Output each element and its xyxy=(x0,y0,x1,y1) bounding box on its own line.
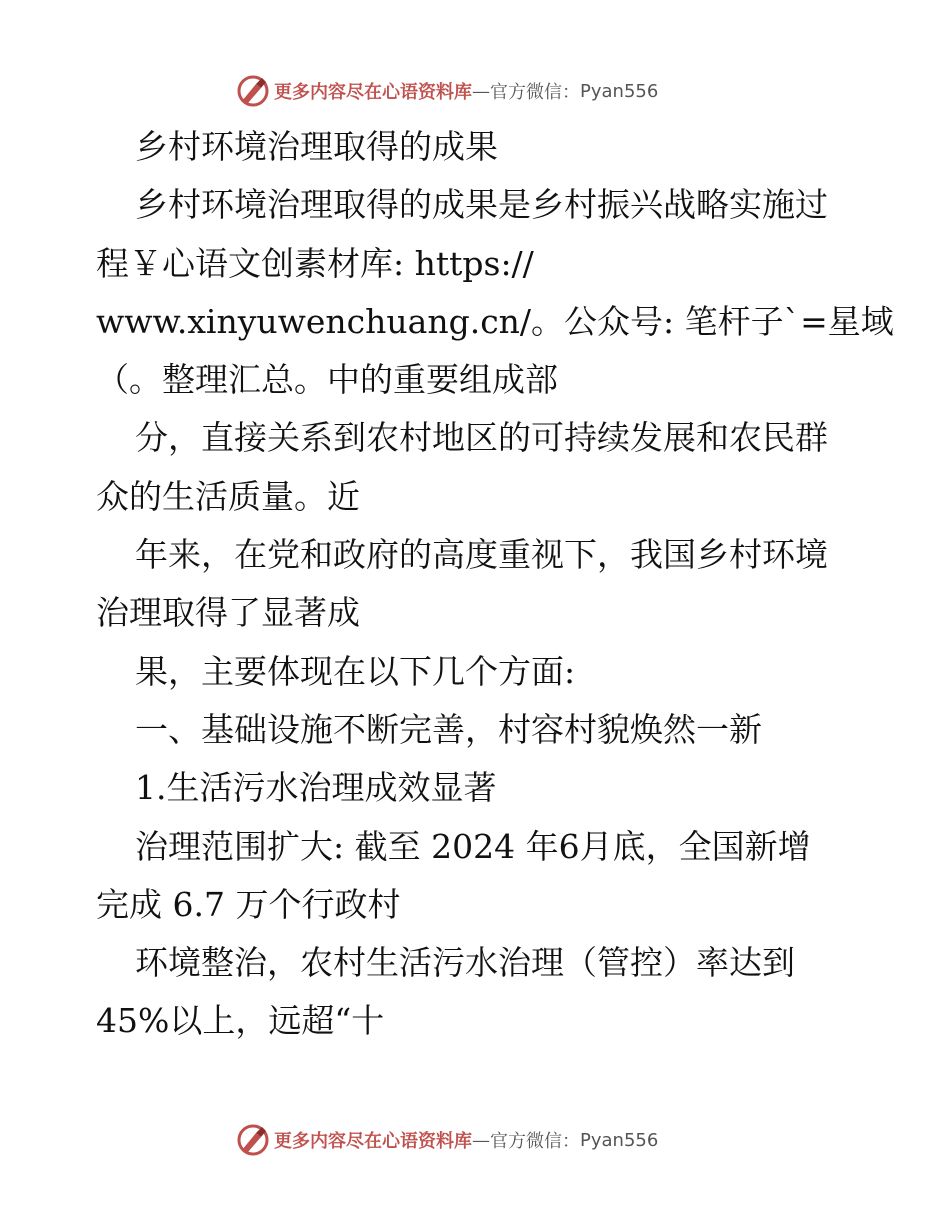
paragraph-line: （。整理汇总。中的重要组成部 xyxy=(96,360,558,400)
banner-brand-text: 更多内容尽在心语资料库 xyxy=(274,82,472,103)
paragraph-line: 治理范围扩大: 截至 2024 年6月底，全国新增 xyxy=(135,826,811,866)
document-title: 乡村环境治理取得的成果 xyxy=(135,127,498,166)
paragraph-line: 乡村环境治理取得的成果是乡村振兴战略实施过 xyxy=(135,185,828,225)
paragraph-line: 年来，在党和政府的高度重视下，我国乡村环境 xyxy=(135,535,828,575)
header-banner xyxy=(236,73,658,109)
paragraph-line: 完成 6.7 万个行政村 xyxy=(96,884,401,924)
footer-separator: — xyxy=(472,1129,490,1151)
paragraph-line: 环境整治，农村生活污水治理（管控）率达到 xyxy=(135,943,795,983)
brand-logo-icon xyxy=(236,1123,270,1157)
subsection-heading: 1.生活污水治理成效显著 xyxy=(135,768,497,808)
paragraph-line: 分，直接关系到农村地区的可持续发展和农民群 xyxy=(135,418,828,458)
paragraph-line: 程￥心语文创素材库: https:// xyxy=(96,243,534,283)
paragraph-line: www.xinyuwenchuang.cn/。公众号: 笔杆子`=星域 xyxy=(96,301,894,341)
paragraph-line: 果，主要体现在以下几个方面: xyxy=(135,651,576,691)
footer-wechat-label: 官方微信： xyxy=(490,1131,580,1152)
banner-separator: — xyxy=(472,80,490,102)
paragraph-line: 众的生活质量。近 xyxy=(96,476,360,516)
footer-brand-text: 更多内容尽在心语资料库 xyxy=(274,1131,472,1152)
paragraph-line: 45%以上，远超“十 xyxy=(96,1001,385,1041)
footer-wechat-id: Pyan556 xyxy=(580,1129,659,1151)
banner-wechat-label: 官方微信： xyxy=(490,82,580,103)
brand-logo-icon xyxy=(236,74,270,108)
banner-wechat-id: Pyan556 xyxy=(580,80,659,102)
section-heading: 一、基础设施不断完善，村容村貌焕然一新 xyxy=(135,709,762,749)
footer-banner xyxy=(236,1122,658,1158)
paragraph-line: 治理取得了显著成 xyxy=(96,593,360,633)
document-body xyxy=(96,118,894,1051)
